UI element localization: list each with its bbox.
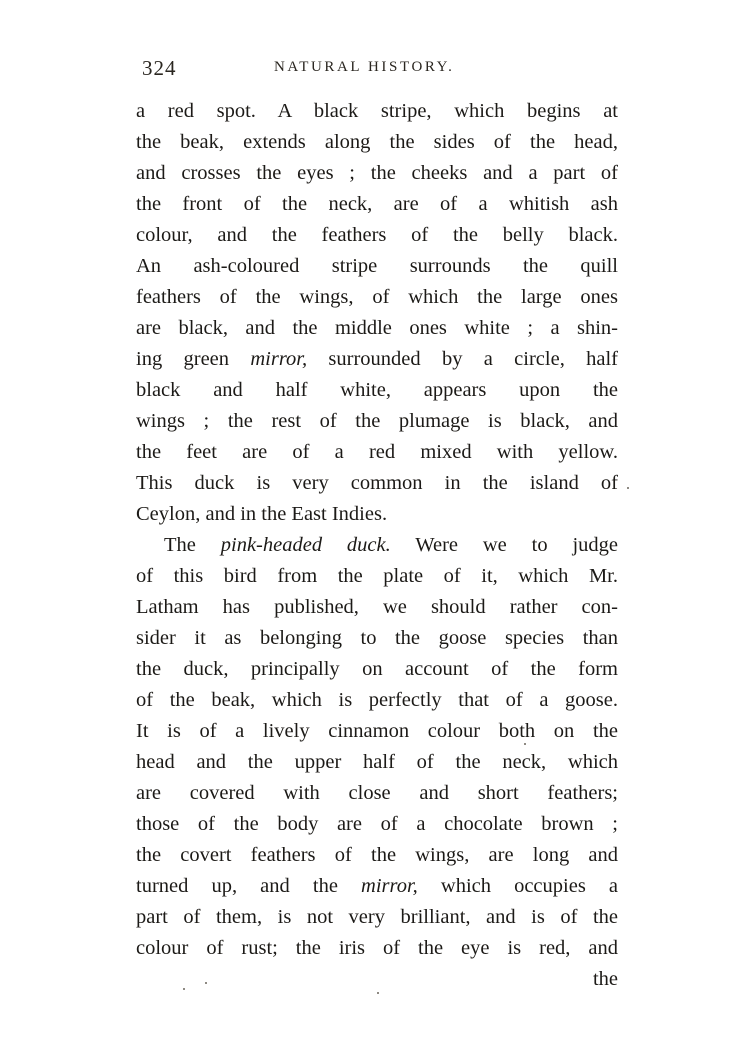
text-segment: surrounded by a circle, half [307, 348, 618, 370]
text-segment: which occupies a [417, 875, 618, 897]
text-line: This duck is very common in the island of [136, 472, 618, 494]
text-line: and crosses the eyes ; the cheeks and a part of [136, 162, 618, 184]
text-line: wings ; the rest of the plumage is black, and [136, 410, 618, 432]
text-line: sider it as belonging to the goose species than [136, 627, 618, 649]
text-line: colour, and the feathers of the belly black. [136, 224, 618, 246]
text-segment: The [164, 534, 221, 556]
text-segment: ing green [136, 348, 251, 370]
text-line: part of them, is not very brilliant, and is of the [136, 906, 618, 928]
text-line: are covered with close and short feathers; [136, 782, 618, 804]
text-line: It is of a lively cinnamon colour both on the [136, 720, 618, 742]
italic-term: mirror, [361, 875, 418, 897]
italic-heading: pink-headed duck. [220, 534, 391, 556]
text-line: Latham has published, we should rather con- [136, 596, 618, 618]
text-line [136, 344, 618, 375]
ink-speck [205, 982, 207, 984]
ink-speck [183, 988, 185, 990]
text-segment: turned up, and the [136, 875, 362, 897]
text-line: of this bird from the plate of it, which Mr. [136, 565, 618, 587]
paragraph-start-line [136, 530, 618, 561]
text-line: the covert feathers of the wings, are long and [136, 844, 618, 866]
body-text [136, 96, 618, 995]
page-number: 324 [142, 56, 177, 80]
ink-speck [627, 487, 629, 489]
text-segment: Were we to judge [390, 534, 618, 556]
text-line: a red spot. A black stripe, which begins at [136, 100, 618, 122]
text-line: of the beak, which is perfectly that of a goose. [136, 689, 618, 711]
text-line: are black, and the middle ones white ; a shin- [136, 317, 618, 339]
paragraph-end-line: Ceylon, and in the East Indies. [136, 503, 388, 525]
text-line: An ash-coloured stripe surrounds the quill [136, 255, 618, 277]
text-line: those of the body are of a chocolate brown ; [136, 813, 618, 835]
italic-term: mirror, [250, 348, 308, 370]
ink-speck [524, 743, 526, 745]
ink-speck [377, 992, 379, 994]
running-title: NATURAL HISTORY. [274, 59, 455, 75]
catchword: the [592, 968, 618, 990]
text-line: the feet are of a red mixed with yellow. [136, 441, 618, 463]
text-line: the duck, principally on account of the form [136, 658, 618, 680]
text-line: the front of the neck, are of a whitish ash [136, 193, 618, 215]
running-head [142, 56, 612, 82]
text-line: black and half white, appears upon the [136, 379, 618, 401]
text-line [136, 871, 618, 902]
text-line: the beak, extends along the sides of the head, [136, 131, 618, 153]
text-line: head and the upper half of the neck, which [136, 751, 618, 773]
text-line: colour of rust; the iris of the eye is red, and [136, 937, 618, 959]
text-line: feathers of the wings, of which the large ones [136, 286, 618, 308]
